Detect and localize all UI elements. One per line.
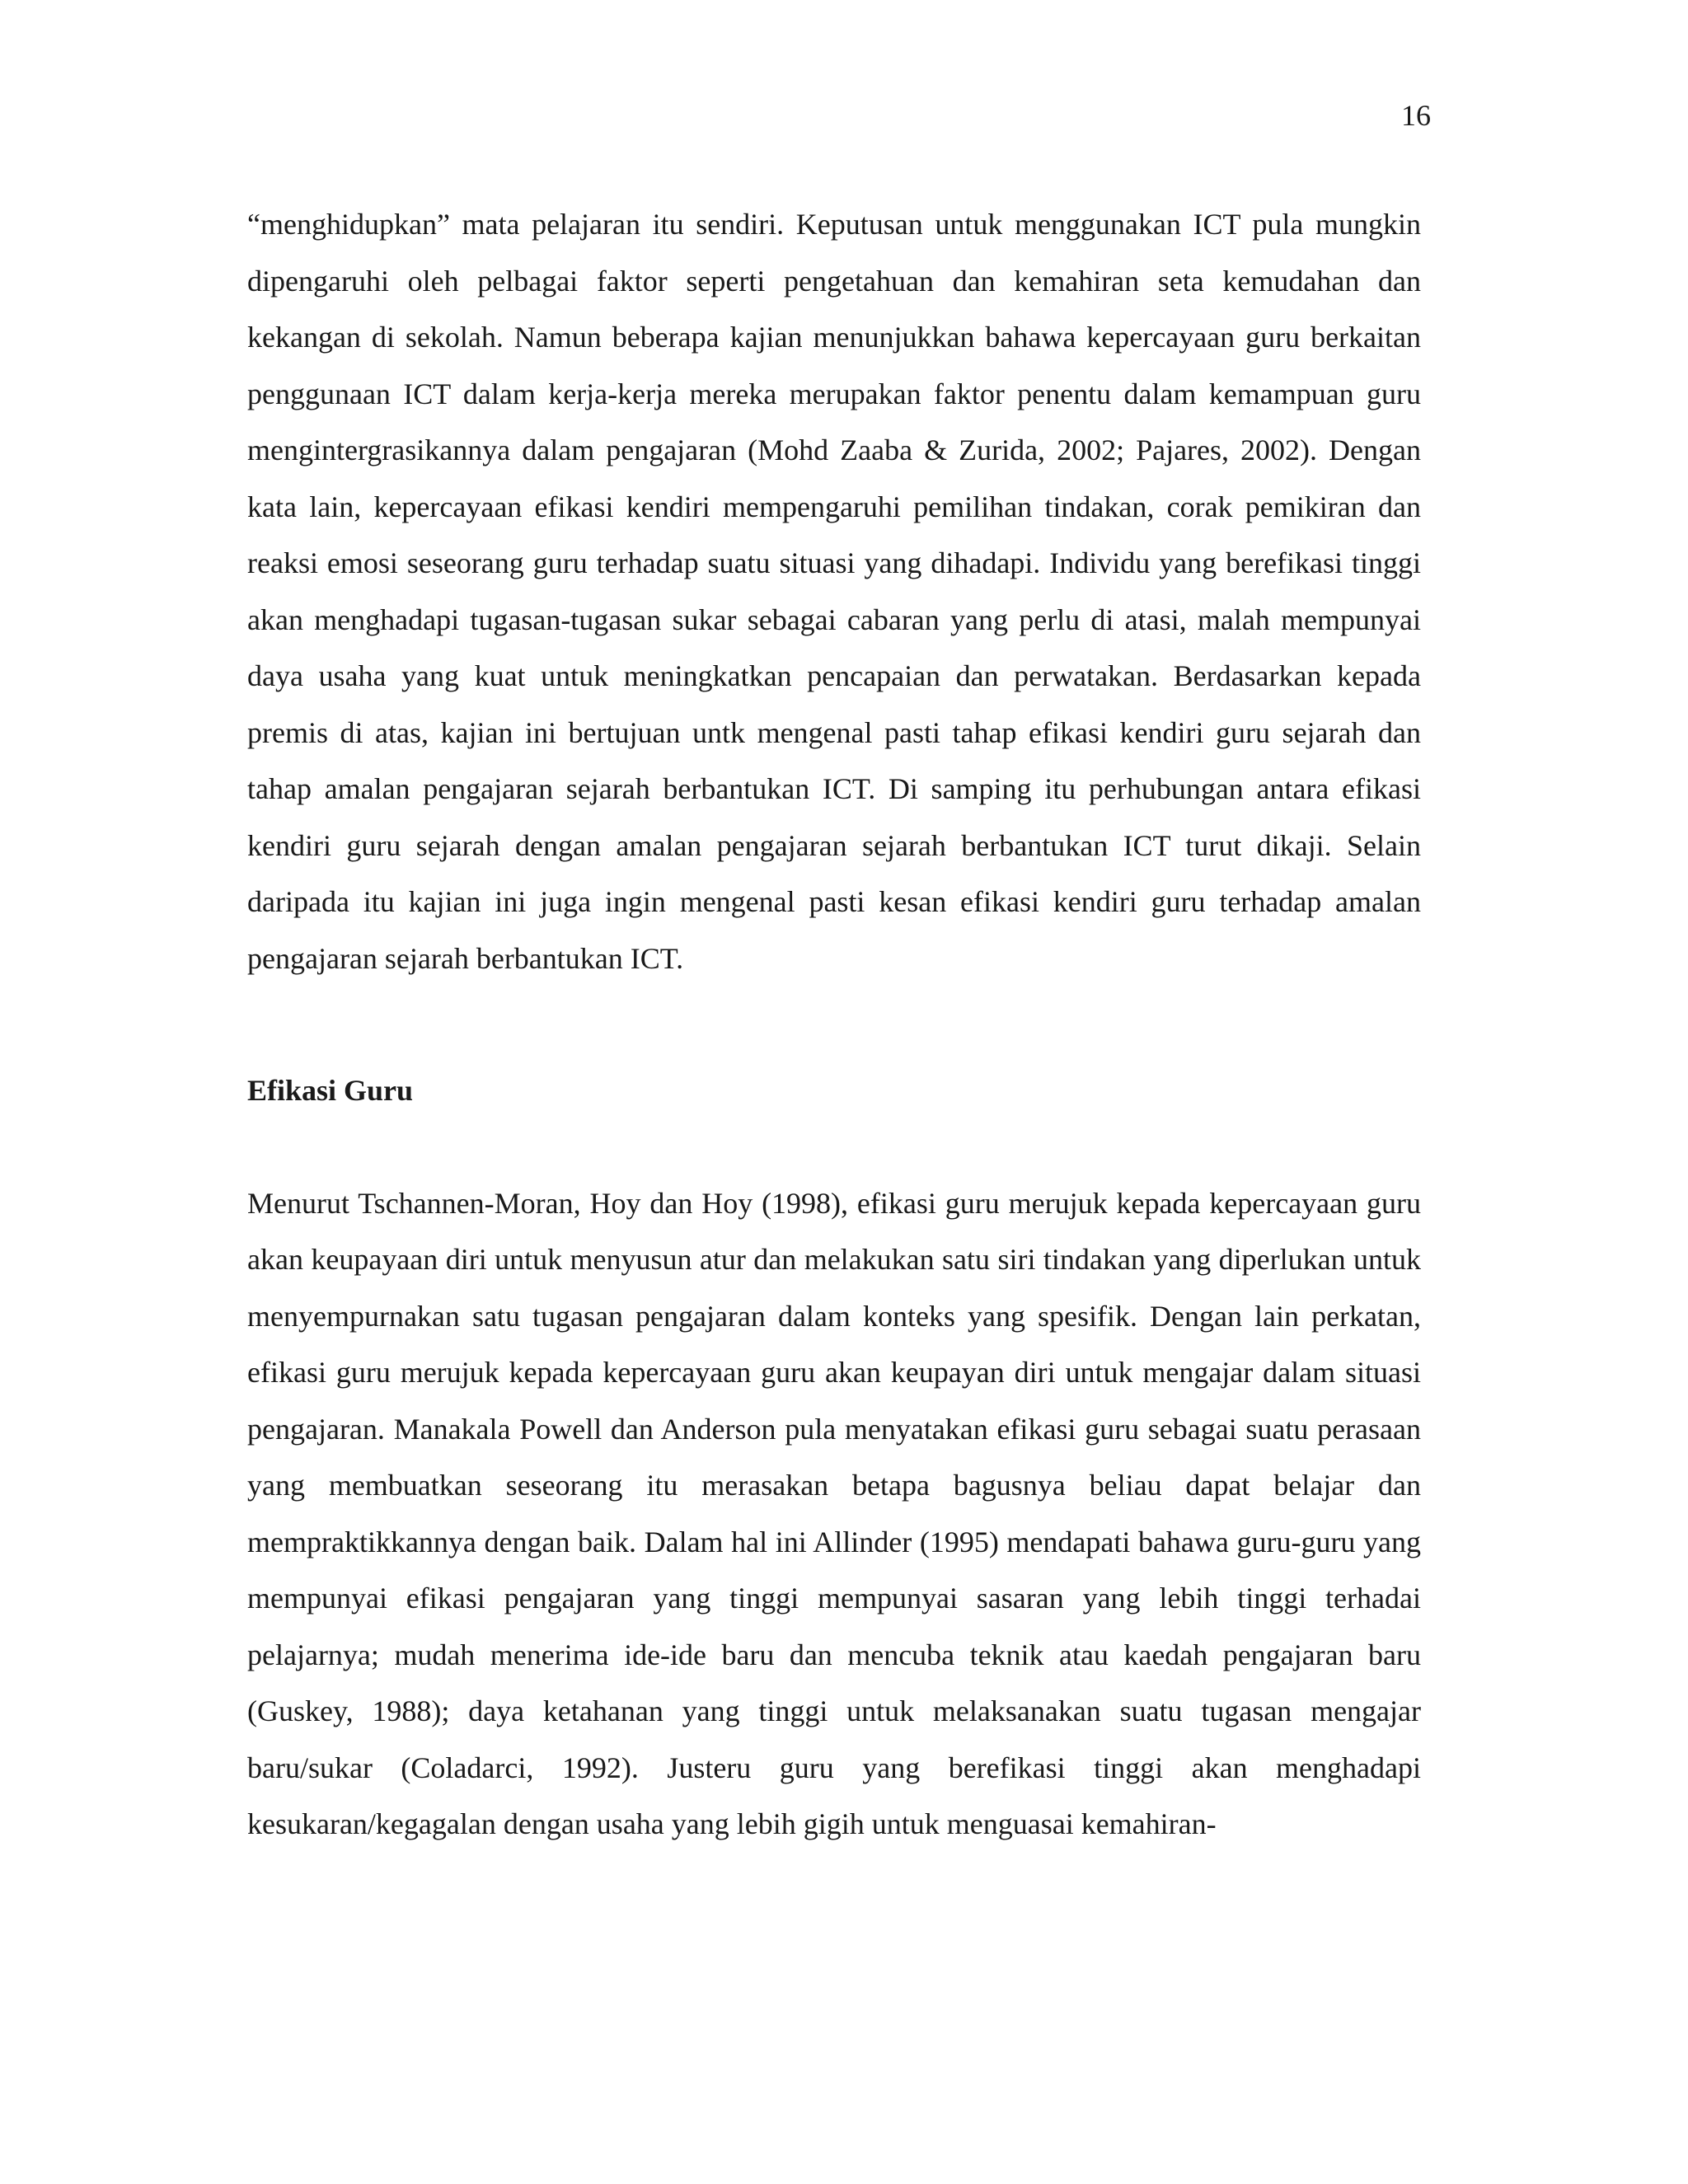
paragraph-efikasi-guru: Menurut Tschannen-Moran, Hoy dan Hoy (1998), efikasi guru merujuk kepada kepercayaan guru akan keupayaan diri untuk menyusun atur dan melakukan satu siri tindakan yang diperlukan untuk menyempurnakan satu tugasan pengajaran dalam konteks yang spesifik. Dengan lain perkatan, efikasi guru merujuk kepada kepercayaan guru akan keupayan diri untuk mengajar dalam situasi pengajaran. Manakala Powell dan Anderson pula menyatakan efikasi guru sebagai suatu perasaan yang membuatkan seseorang itu merasakan betapa bagusnya beliau dapat belajar dan mempraktikkannya dengan baik. Dalam hal ini Allinder (1995) mendapati bahawa guru-guru yang mempunyai efikasi pengajaran yang tinggi mempunyai sasaran yang lebih tinggi terhadai pelajarnya; mudah menerima ide-ide baru dan mencuba teknik atau kaedah pengajaran baru (Guskey, 1988); daya ketahanan yang tinggi untuk melaksanakan suatu tugasan mengajar baru/sukar (Coladarci, 1992). Justeru guru yang berefikasi tinggi akan menghadapi kesukaran/kegagalan dengan usaha yang lebih gigih untuk menguasai kemahiran- [247, 1186, 1421, 1840]
page-number: 16 [1401, 99, 1431, 132]
spacer [247, 987, 1421, 1062]
section-heading: Efikasi Guru [247, 1074, 414, 1107]
paragraph-intro: “menghidupkan” mata pelajaran itu sendiri. Keputusan untuk menggunakan ICT pula mungkin dipengaruhi oleh pelbagai faktor seperti pengetahuan dan kemahiran seta kemudahan dan kekangan di sekolah. Namun beberapa kajian menunjukkan bahawa kepercayaan guru berkaitan penggunaan ICT dalam kerja-kerja mereka merupakan faktor penentu dalam kemampuan guru mengintergrasikannya dalam pengajaran (Mohd Zaaba & Zurida, 2002; Pajares, 2002). Dengan kata lain, kepercayaan efikasi kendiri mempengaruhi pemilihan tindakan, corak pemikiran dan reaksi emosi seseorang guru terhadap suatu situasi yang dihadapi. Individu yang berefikasi tinggi akan menghadapi tugasan-tugasan sukar sebagai cabaran yang perlu di atasi, malah mempunyai daya usaha yang kuat untuk meningkatkan pencapaian dan perwatakan. Berdasarkan kepada premis di atas, kajian ini bertujuan untk mengenal pasti tahap efikasi kendiri guru sejarah dan tahap amalan pengajaran sejarah berbantukan ICT. Di samping itu perhubungan antara efikasi kendiri guru sejarah dengan amalan pengajaran sejarah berbantukan ICT turut dikaji. Selain daripada itu kajian ini juga ingin mengenal pasti kesan efikasi kendiri guru terhadap amalan pengajaran sejarah berbantukan ICT. [247, 208, 1421, 975]
document-body [247, 196, 1421, 1853]
spacer [247, 1119, 1421, 1175]
